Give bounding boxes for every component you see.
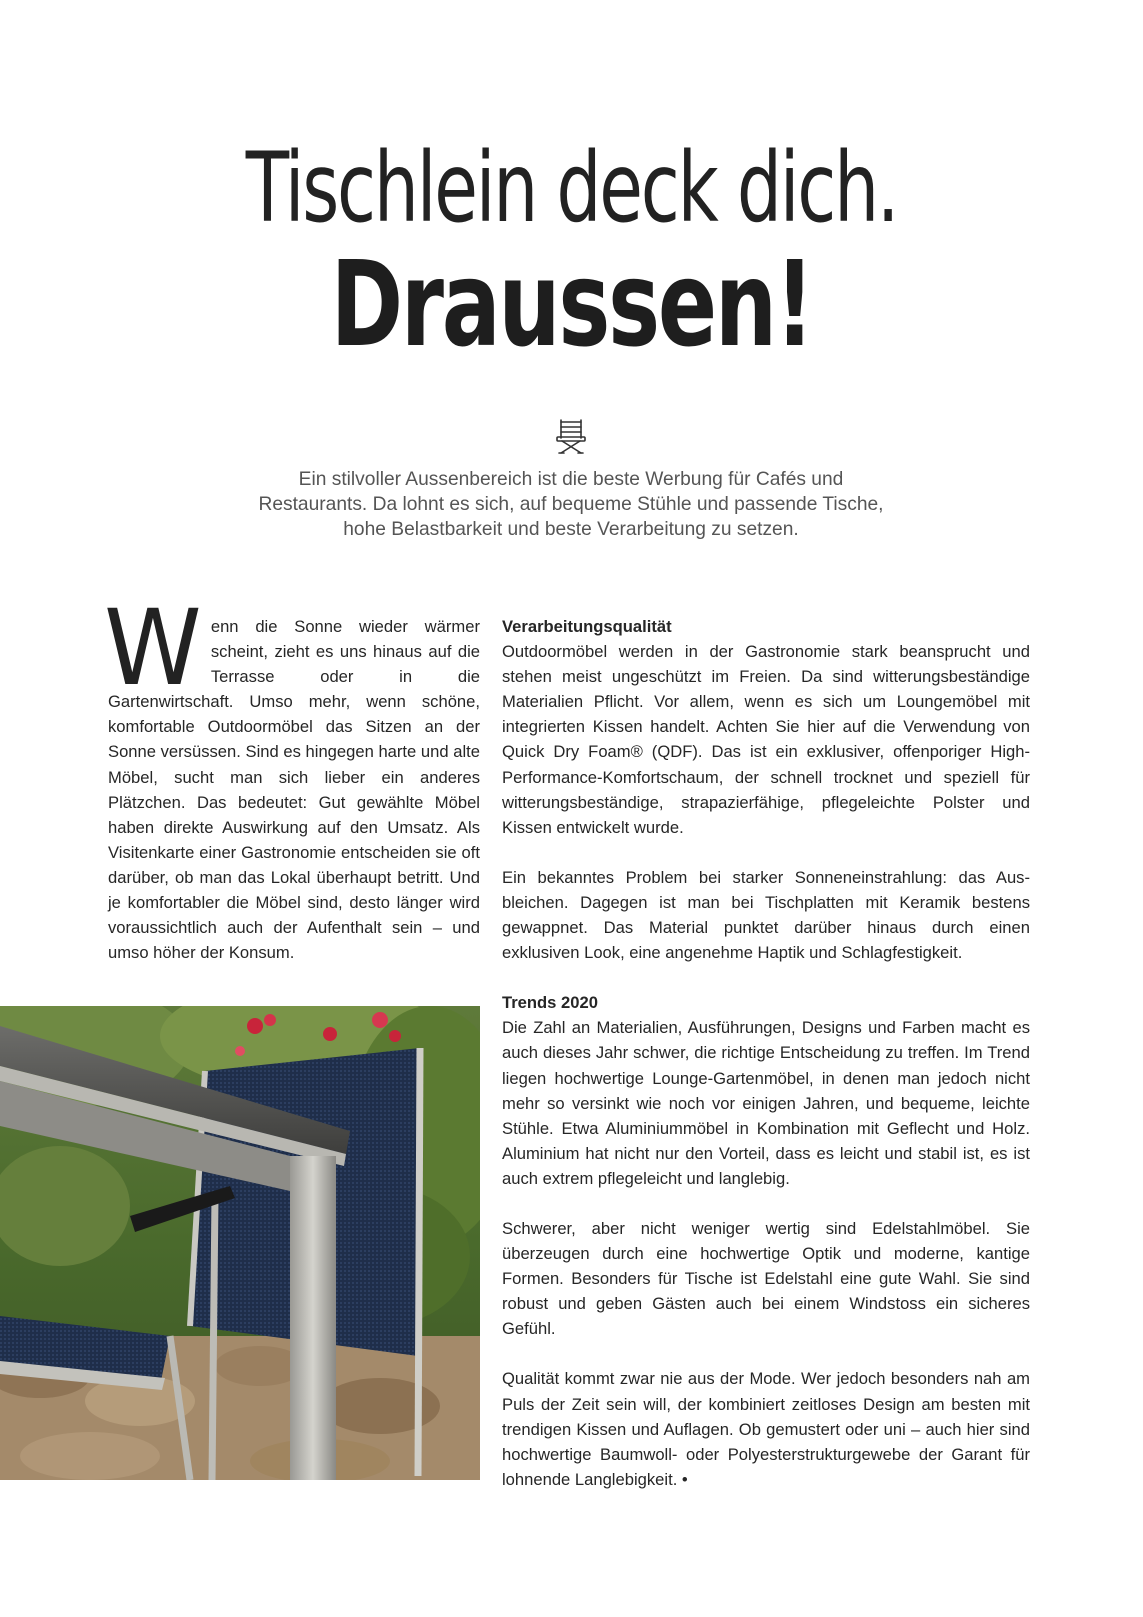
section-heading-trends: Trends 2020: [502, 993, 598, 1013]
left-column-text: enn die Sonne wieder wärmer scheint, zieht es uns hinaus auf die Terrasse oder in die Gartenwirtschaft. Umso mehr, wenn schöne, komfortable Outdoormöbel das Sitzen an der Sonne versüssen. Sind es hingegen harte und alte Möbel, sucht man sich lieber ein anderes Plätzchen. Das bedeutet: Gut gewählte Möbel haben direkte Auswirkung auf den Umsatz. Als Visitenkarte einer Gastronomie entscheiden sie oft darüber, ob man das Lokal überhaupt betritt. Und je komfortabler die Möbel sind, desto länger wird voraussichtlich auch der Aufenthalt sein – und umso höher der Konsum.: [108, 617, 480, 963]
intro-lead: Ein stilvoller Aussenbereich ist die beste Werbung für Cafés und Restaurants. Da lohnt es sich, auf bequeme Stühle und passende Tische, hohe Belastbarkeit und beste Verarbeitung zu setzen.: [258, 469, 884, 540]
paragraph: Schwerer, aber nicht weniger wertig sind Edelstahlmöbel. Sie überzeugen durch eine hochwertige Optik und moderne, kantige Formen. Besonders für Tische ist Edelstahl eine gute Wahl. Sie sind robust und geben Gästen auch bei einem Windstoss ein sicheres Gefühl.: [502, 1218, 1030, 1339]
paragraph: Ein bekanntes Problem bei starker Sonneneinstrahlung: das Ausbleichen. Dagegen ist man bei Tischplatten mit Keramik bestens gewappnet. Das Material punktet darüber hinaus durch einen exklusiven Look, eine angenehme Haptik und Schlagfestigkeit.: [502, 867, 1030, 963]
right-column: [502, 614, 1030, 1492]
directors-chair-icon: [554, 417, 588, 455]
paragraph: Die Zahl an Materialien, Ausführungen, Designs und Farben macht es auch dieses Jahr schwer, die richtige Entscheidung zu treffen. Im Trend liegen hochwertige Lounge-Gartenmöbel, in denen man jedoch nicht mehr so versinkt wie noch vor einigen Jahren, und bequeme, leichte Stühle. Etwa Aluminiummöbel in Kombination mit Geflecht und Holz. Aluminium hat nicht nur den Vorteil, dass es leicht und stabil ist, es ist auch extrem pflegeleicht und langlebig.: [502, 1018, 1030, 1188]
section-heading-verarbeitung: Verarbeitungsqualität: [502, 617, 672, 636]
photo-illustration: [0, 1006, 480, 1480]
paragraph: Outdoormöbel werden in der Gastronomie stark beansprucht und stehen meist ungeschützt im Freien. Da sind witterungsbeständige Materialien Pflicht. Vor allem, wenn es sich um Loungemöbel mit integrierten Kissen handelt. Achten Sie hier auf die Verwendung von Quick Dry Foam® (QDF). Das ist ein exklusiver, offenporiger High-Performance-Komfortschaum, der schnell trocknet und speziell für witterungsbeständige, strapazierfähige, pflegeleichte Polster und Kissen entwickelt wurde.: [502, 642, 1030, 837]
headline-line-2: Draussen!: [330, 235, 813, 373]
paragraph: Qualität kommt zwar nie aus der Mode. Wer jedoch besonders nah am Puls der Zeit sein will, der kombiniert zeitloses Design am besten mit trendigen Kissen und Auflagen. Ob gemustert oder uni – auch hier sind hochwertige Baumwoll- oder Polyesterstrukturgewebe der Garant für lohnende Langlebigkeit. •: [502, 1369, 1030, 1489]
outdoor-furniture-photo: [0, 1006, 480, 1480]
headline-line-1: Tischlein deck dich.: [245, 132, 898, 244]
left-column: [104, 587, 480, 965]
dropcap: W: [104, 587, 202, 709]
